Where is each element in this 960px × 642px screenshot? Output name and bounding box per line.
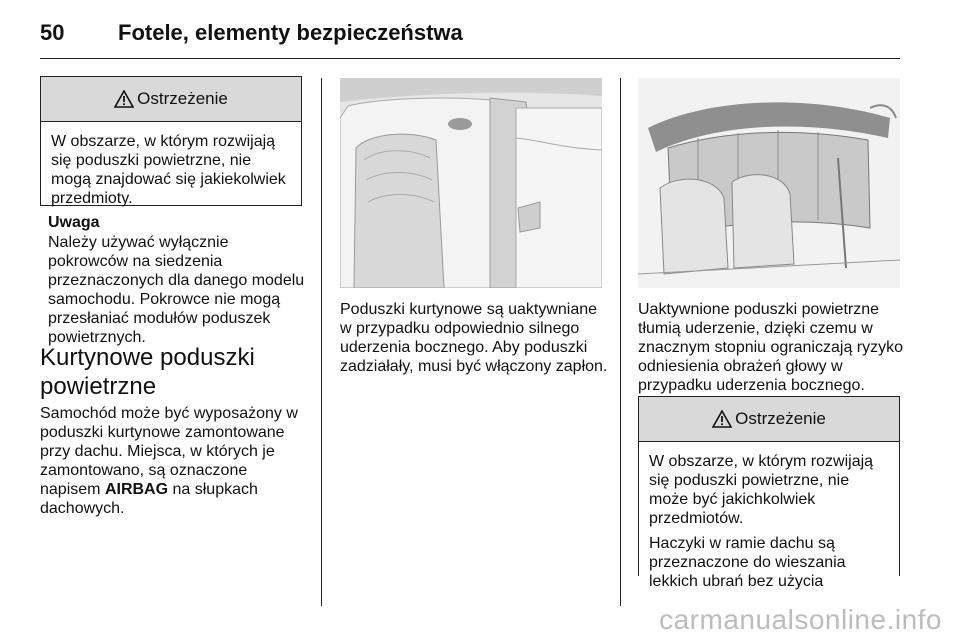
warning-text: W obszarze, w którym rozwijają się poduszki powietrzne, nie mogą znajdować się jakiekolwiek przedmioty. [51, 133, 286, 207]
curtain-airbag-deployed-illustration [638, 78, 900, 288]
section-text [40, 404, 310, 518]
chapter-title: Fotele, elementy bezpieczeństwa [118, 20, 463, 45]
section-text-after: na słupkach dachowych. [40, 481, 258, 517]
warning-box-left [40, 76, 302, 206]
page-number: 50 [40, 20, 65, 45]
warning-triangle-icon [114, 90, 134, 108]
warning-box-right [638, 396, 900, 590]
warning-header-right [639, 397, 899, 442]
warning-header [41, 77, 301, 122]
watermark: carmanualsonline.info [659, 604, 942, 635]
pillar-airbag-label-illustration [340, 78, 602, 288]
section-title: Kurtynowe poduszki powietrzne [40, 344, 255, 400]
note-text: Należy używać wyłącznie pokrowców na siedzenia przeznaczonych dla danego modelu samochodu. Pokrowce nie mogą przesłaniać modułów poduszek powietrznych. [48, 234, 305, 346]
warning-title-right: Ostrzeżenie [735, 409, 826, 428]
right-caption: Uaktywnione poduszki powietrzne tłumią uderzenie, dzięki czemu w znacznym stopniu ograniczają ryzyko odniesienia obrażeń głowy w przypadku uderzenia bocznego. [638, 301, 904, 394]
column-divider-2 [620, 78, 621, 606]
note-title: Uwaga [48, 214, 100, 231]
column-divider-1 [321, 78, 322, 606]
warning-text-right-2: Haczyki w ramie dachu są przeznaczone do wieszania lekkich ubrań bez użycia [649, 535, 846, 590]
middle-caption: Poduszki kurtynowe są uaktywniane w przypadku odpowiednio silnego uderzenia bocznego. Aby poduszki zadziałały, musi być włączony zapłon. [340, 301, 608, 375]
warning-triangle-icon [712, 410, 732, 428]
warning-text-right-1: W obszarze, w którym rozwijają się poduszki powietrzne, nie może być jakichkolwiek przedmiotów. [649, 453, 874, 527]
warning-title: Ostrzeżenie [137, 89, 228, 108]
section-text-before: Samochód może być wyposażony w poduszki kurtynowe zamontowane przy dachu. Miejsca, w których je zamontowano, są oznaczone napisem [40, 405, 298, 498]
page-header [40, 18, 900, 59]
airbag-word: AIRBAG [104, 481, 169, 498]
